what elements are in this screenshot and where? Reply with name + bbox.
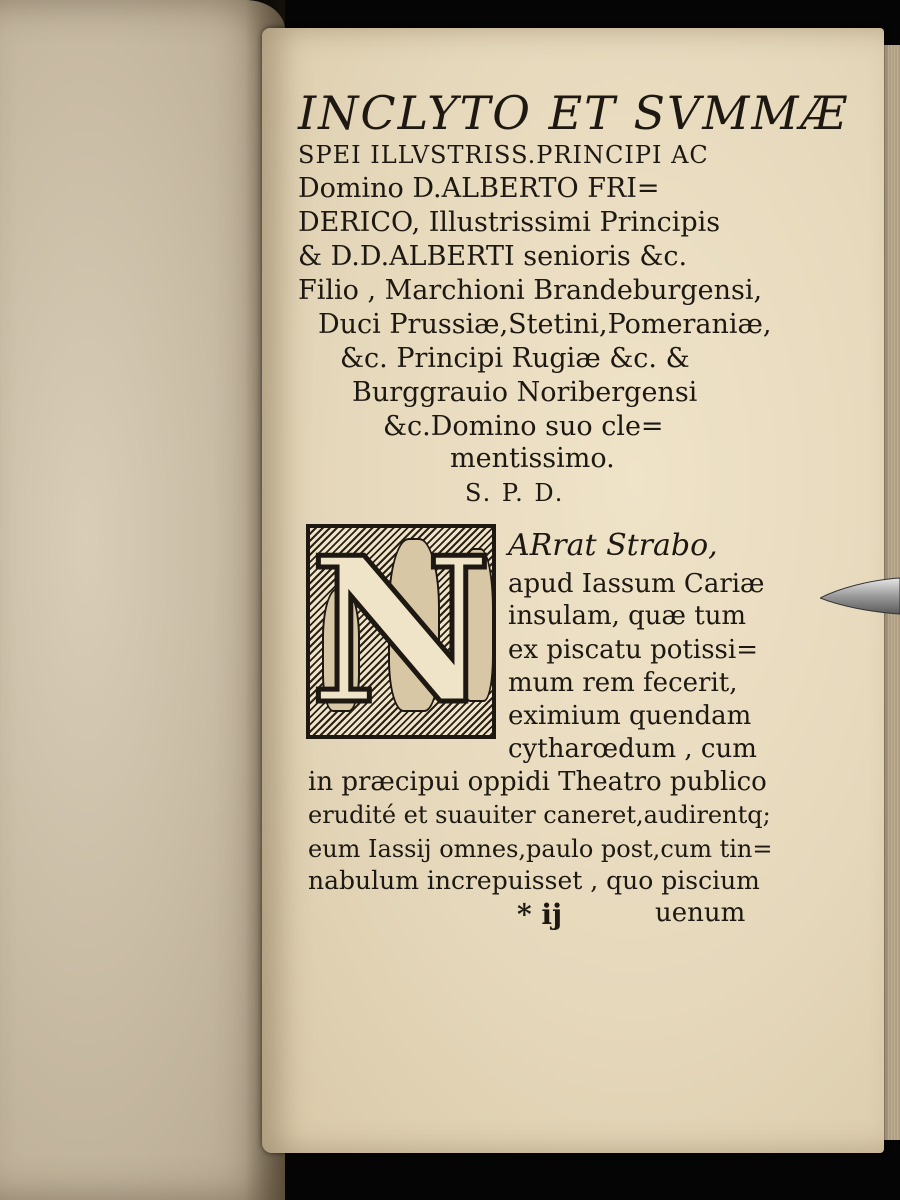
decorated-initial: [306, 524, 496, 739]
dedication-line-2: Domino D.ALBERTO FRI=: [298, 173, 660, 204]
body-line-9: erudité et suauiter caneret,audirentq;: [308, 801, 771, 829]
body-line-4: ex piscatu potissi=: [508, 635, 758, 665]
body-line-11: nabulum increpuisset , quo piscium: [308, 866, 760, 895]
dedication-heading: INCLYTO ET SVMMÆ: [298, 86, 849, 140]
dedication-line-10: mentissimo.: [450, 443, 615, 474]
dedication-line-3: DERICO, Illustrissimi Principis: [298, 207, 721, 238]
page-clip-icon: [820, 576, 900, 616]
body-line-6: eximium quendam: [508, 701, 752, 731]
body-line-8: in præcipui oppidi Theatro publico: [308, 767, 767, 797]
signature-mark: * ij: [517, 898, 563, 931]
body-line-3: insulam, quæ tum: [508, 601, 747, 631]
salutation: S. P. D.: [465, 479, 565, 507]
initial-letter: N: [309, 524, 493, 739]
body-line-1: ARrat Strabo,: [508, 528, 718, 563]
dedication-line-9: &c.Domino suo cle=: [383, 411, 664, 442]
left-blank-page: [0, 0, 285, 1200]
body-line-5: mum rem fecerit,: [508, 668, 738, 698]
body-line-7: cytharœdum , cum: [508, 734, 757, 764]
body-line-10: eum Iassij omnes,paulo post,cum tin=: [308, 835, 773, 863]
dedication-line-8: Burggrauio Noribergensi: [352, 377, 698, 408]
dedication-line-5: Filio , Marchioni Brandeburgensi,: [298, 275, 763, 306]
dedication-line-4: & D.D.ALBERTI senioris &c.: [298, 241, 688, 272]
dedication-line-7: &c. Principi Rugiæ &c. &: [340, 343, 690, 374]
catchword: uenum: [655, 898, 746, 928]
dedication-line-6: Duci Prussiæ,Stetini,Pomeraniæ,: [318, 309, 772, 340]
dedication-line-1: SPEI ILLVSTRISS.PRINCIPI AC: [298, 141, 709, 169]
body-line-2: apud Iassum Cariæ: [508, 569, 765, 599]
